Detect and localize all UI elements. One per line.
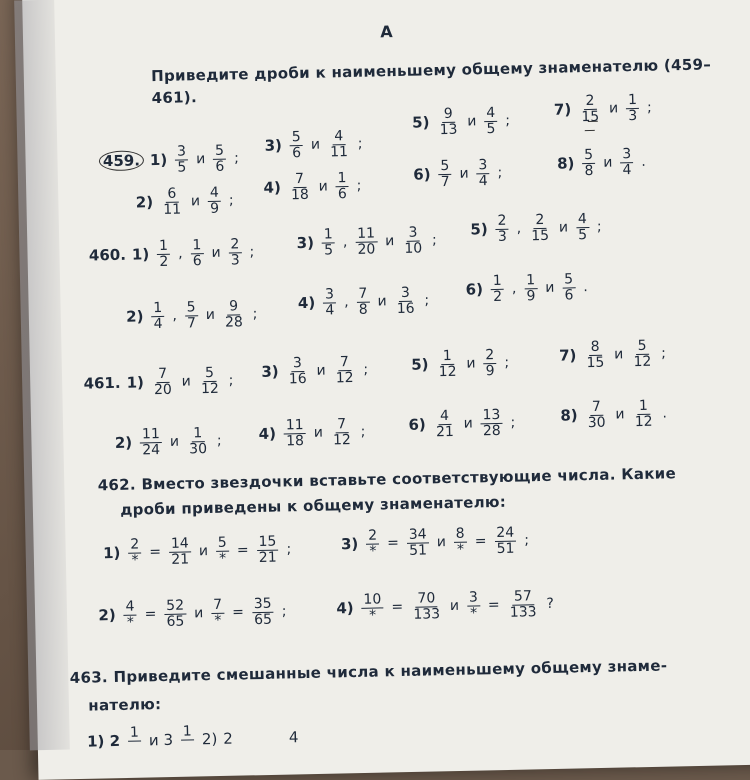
fraction-right: $\frac{70}{133}$ — [413, 590, 441, 623]
partial-separator: и 3 — [148, 731, 174, 750]
punctuation: ; — [360, 423, 366, 441]
punctuation: ; — [363, 361, 369, 378]
item-label: 1) — [149, 151, 168, 170]
fraction-right: $\frac{34}{51}$ — [408, 526, 428, 559]
pencil-scribble — [585, 121, 598, 131]
section-letter: A — [380, 22, 393, 42]
punctuation: ; — [216, 432, 222, 450]
ex461-item — [261, 355, 368, 388]
fraction-right: $\frac{52}{65}$ — [166, 597, 185, 630]
fraction-a: $\frac{3}{16}$ — [288, 355, 307, 388]
fraction-c: $\frac{9}{28}$ — [224, 298, 244, 331]
conjunction: и — [385, 233, 395, 250]
ex459-item — [99, 143, 240, 176]
fraction-b: $\frac{7}{12}$ — [332, 416, 352, 449]
fraction-left: $\frac{2}{*}$ — [128, 537, 142, 568]
comma: , — [343, 294, 349, 311]
fraction-b: $\frac{7}{8}$ — [358, 285, 368, 318]
partial-item-1: 1) 2 — [86, 732, 121, 751]
ex459-item — [412, 106, 510, 138]
partial-fraction-2: 1 — [181, 724, 195, 755]
punctuation: ; — [424, 292, 430, 309]
conjunction: и — [545, 279, 555, 297]
punctuation: ; — [252, 306, 258, 323]
item-label: 6) — [408, 415, 427, 435]
conjunction: и — [316, 362, 326, 379]
item-label: 1) — [126, 373, 145, 392]
item-label: 2) — [98, 606, 116, 625]
exercise-462-line-2: дроби приведены к общему знаменателю: — [120, 492, 507, 519]
exercise-463-line-1 — [70, 656, 668, 687]
comma: , — [177, 245, 183, 262]
ex461-item — [411, 348, 509, 380]
punctuation: ; — [505, 112, 511, 129]
item-label: 5) — [412, 113, 430, 132]
conjunction: и — [211, 244, 221, 262]
item-label: 6) — [465, 280, 484, 299]
punctuation: ; — [281, 603, 287, 620]
exercise-462-text-1: Вместо звездочки вставьте соответствующие числа. Какие — [141, 464, 677, 494]
fraction-left: $\frac{5}{*}$ — [216, 536, 230, 567]
conjunction: и — [467, 113, 477, 130]
conjunction: и — [310, 136, 321, 153]
fraction-b: $\frac{4}{11}$ — [329, 128, 349, 161]
item-label: 4) — [263, 178, 282, 197]
fraction-c: $\frac{3}{16}$ — [396, 284, 415, 317]
fraction-a: $\frac{2}{3}$ — [497, 212, 507, 245]
ex460-item — [126, 299, 258, 332]
fraction-right: $\frac{14}{21}$ — [170, 535, 190, 568]
ex462-item: 4) $\frac{10}{*}$ = $\frac{70}{133}$ и $\frac{3}{*}$ = $\frac{57}{133}$ ? — [336, 588, 555, 624]
conjunction: и — [318, 178, 328, 195]
fraction-a: $\frac{1}{2}$ — [492, 272, 503, 305]
fraction-b: $\frac{5}{12}$ — [200, 364, 219, 397]
fraction-a: $\frac{3}{4}$ — [324, 286, 335, 319]
item-label: 8) — [560, 406, 578, 425]
fraction-a: $\frac{11}{24}$ — [141, 426, 161, 459]
conjunction: и — [614, 346, 624, 363]
fraction-b: $\frac{1}{6}$ — [337, 170, 347, 202]
fraction-a: $\frac{5}{7}$ — [440, 157, 450, 190]
punctuation: ; — [357, 135, 363, 153]
ex459-item — [554, 93, 652, 125]
ex460-item — [296, 225, 437, 258]
item-label: 3) — [340, 535, 359, 554]
punctuation: ; — [596, 218, 602, 236]
item-label: 7) — [558, 346, 577, 365]
punctuation: . — [583, 279, 588, 296]
fraction-a: $\frac{11}{18}$ — [285, 417, 305, 450]
exercise-463-line-2: нателю: — [88, 695, 162, 715]
ex461-item — [83, 365, 233, 399]
item-label: 8) — [556, 154, 575, 173]
fraction-left: $\frac{4}{*}$ — [123, 600, 137, 631]
ex460-item — [89, 237, 255, 271]
fraction-a: $\frac{1}{5}$ — [323, 226, 334, 259]
ex461-item — [560, 398, 667, 431]
comma: , — [516, 220, 522, 237]
conjunction: и — [459, 165, 469, 182]
exercise-462-line-1 — [98, 464, 677, 494]
comma: , — [511, 280, 517, 297]
partial-fraction-1: 1 — [128, 726, 142, 757]
item-label: 7) — [553, 100, 572, 119]
fraction-left: $\frac{7}{*}$ — [211, 598, 225, 629]
fraction-b: $\frac{3}{4}$ — [478, 157, 488, 189]
punctuation: ; — [431, 232, 437, 249]
punctuation: ; — [356, 177, 362, 195]
fraction-a: $\frac{7}{30}$ — [587, 398, 606, 431]
item-label: 2) — [135, 193, 154, 212]
conjunction: и — [466, 355, 476, 372]
item-label: 3) — [264, 136, 283, 155]
punctuation: . — [641, 153, 646, 171]
punctuation: ; — [249, 244, 255, 261]
exercise-462-number: 462. — [97, 475, 137, 495]
comma: , — [342, 234, 348, 251]
fraction-b: $\frac{1}{6}$ — [192, 237, 202, 269]
ex459-item — [263, 171, 361, 203]
ex461-item — [408, 408, 515, 441]
fraction-b: $\frac{2}{9}$ — [485, 347, 495, 379]
punctuation: ; — [228, 372, 234, 389]
conjunction: и — [463, 415, 473, 432]
fraction-a: $\frac{2}{15}$ — [581, 92, 600, 125]
fraction-b: $\frac{1}{12}$ — [634, 397, 653, 430]
item-label: 1) — [102, 544, 121, 563]
punctuation: ; — [510, 414, 516, 431]
fraction-c: $\frac{2}{3}$ — [230, 236, 240, 269]
exercise-463-number: 463. — [69, 668, 109, 687]
intro-line-2: 461). — [151, 88, 198, 108]
item-label: 3) — [261, 362, 279, 382]
fraction-b: $\frac{3}{4}$ — [622, 146, 632, 178]
exercise-number: 460. — [88, 245, 127, 265]
ex460-item — [465, 272, 588, 305]
partial-value-2: 4 — [288, 728, 299, 747]
fraction-left: $\frac{8}{*}$ — [454, 527, 468, 558]
punctuation: ; — [286, 541, 292, 558]
fraction-c: $\frac{5}{6}$ — [564, 271, 574, 304]
ex460-item — [470, 212, 602, 245]
fraction-a: $\frac{1}{4}$ — [153, 299, 163, 332]
fraction-a: $\frac{1}{2}$ — [158, 237, 169, 270]
conjunction: и — [377, 293, 387, 310]
fraction-b: $\frac{4}{5}$ — [486, 104, 496, 137]
fraction-b: $\frac{1}{3}$ — [627, 91, 638, 124]
fraction-a: $\frac{5}{6}$ — [291, 129, 302, 161]
item-label: 4) — [258, 424, 277, 444]
ex460-item — [298, 285, 430, 318]
ex461-item — [559, 338, 666, 371]
item-label: 1) — [131, 245, 150, 264]
fraction-b: $\frac{1}{30}$ — [189, 425, 208, 458]
ex462-item: 1) $\frac{2}{*}$ = $\frac{14}{21}$ и $\frac{5}{*}$ = $\frac{15}{21}$ ; — [102, 533, 292, 569]
item-label: 3) — [296, 233, 315, 253]
fraction-a: $\frac{4}{21}$ — [435, 407, 454, 440]
conjunction: и — [603, 154, 613, 171]
fraction-a: $\frac{6}{11}$ — [163, 185, 182, 218]
exercise-463-partial-line — [87, 722, 299, 757]
fraction-b: $\frac{5}{7}$ — [186, 299, 197, 332]
ex459-item — [135, 185, 233, 217]
partial-item-2: 2) — [201, 730, 218, 749]
punctuation: ; — [660, 345, 667, 362]
punctuation: ; — [228, 192, 234, 209]
fraction-right: $\frac{35}{65}$ — [253, 595, 273, 628]
punctuation: ; — [497, 164, 503, 182]
fraction-a: $\frac{7}{20}$ — [153, 365, 173, 398]
conjunction: и — [190, 193, 201, 210]
conjunction: и — [195, 151, 206, 168]
item-label: 4) — [297, 293, 316, 313]
punctuation: ; — [504, 354, 510, 371]
fraction-a: $\frac{9}{13}$ — [439, 105, 458, 138]
fraction-b: $\frac{5}{6}$ — [214, 142, 225, 175]
punctuation: . — [662, 405, 668, 422]
conjunction: и — [313, 424, 324, 441]
ex461-item — [115, 426, 222, 459]
punctuation: ; — [524, 532, 530, 549]
fraction-right: $\frac{15}{21}$ — [258, 533, 277, 566]
exercise-463-text-1: Приведите смешанные числа к наименьшему общему знаме- — [113, 656, 668, 687]
ex459-item — [413, 158, 503, 190]
item-label: 2) — [126, 307, 144, 326]
comma: , — [172, 307, 178, 324]
conjunction: и — [181, 373, 191, 390]
fraction-b: $\frac{4}{9}$ — [209, 184, 220, 217]
fraction-a: $\frac{5}{8}$ — [584, 146, 594, 179]
fraction-left: $\frac{3}{*}$ — [467, 590, 481, 621]
item-label: 5) — [411, 355, 429, 374]
punctuation: ; — [646, 99, 652, 116]
item-label: 5) — [470, 220, 488, 239]
ex459-item — [557, 147, 646, 179]
fraction-left: $\frac{2}{*}$ — [366, 528, 380, 559]
fraction-left: $\frac{10}{*}$ — [361, 592, 383, 623]
conjunction: и — [205, 307, 216, 324]
fraction-a: $\frac{8}{15}$ — [586, 338, 605, 371]
punctuation: ? — [546, 596, 555, 613]
item-label: 2) — [114, 433, 133, 453]
fraction-right: $\frac{24}{51}$ — [496, 524, 515, 557]
conjunction: и — [608, 100, 619, 117]
conjunction: и — [436, 534, 447, 551]
fraction-b: $\frac{1}{9}$ — [526, 272, 536, 305]
exercise-number: 459. — [99, 150, 144, 171]
fraction-b: $\frac{5}{12}$ — [633, 337, 652, 370]
item-label: 6) — [413, 165, 431, 184]
fraction-b: $\frac{2}{15}$ — [531, 211, 550, 244]
fraction-a: $\frac{3}{5}$ — [176, 143, 187, 176]
ex462-item: 3) $\frac{2}{*}$ = $\frac{34}{51}$ и $\frac{8}{*}$ = $\frac{24}{51}$ ; — [340, 524, 530, 560]
fraction-b: $\frac{7}{12}$ — [335, 354, 354, 387]
fraction-c: $\frac{3}{10}$ — [404, 224, 423, 257]
punctuation: ; — [234, 150, 240, 167]
conjunction: и — [449, 597, 460, 615]
fraction-b: $\frac{13}{28}$ — [482, 406, 501, 439]
conjunction: и — [198, 543, 209, 560]
conjunction: и — [615, 406, 625, 423]
exercise-number: 461. — [83, 374, 121, 393]
ex459-item — [264, 129, 362, 161]
intro-line-1: Приведите дроби к наименьшему общему знаменателю (459– — [150, 55, 712, 86]
fraction-a: $\frac{1}{12}$ — [438, 347, 457, 380]
fraction-b: $\frac{11}{20}$ — [357, 225, 376, 258]
ex461-item — [258, 417, 365, 450]
fraction-c: $\frac{4}{5}$ — [577, 211, 588, 243]
item-label: 4) — [336, 599, 354, 618]
ex462-item: 2) $\frac{4}{*}$ = $\frac{52}{65}$ и $\frac{7}{*}$ = $\frac{35}{65}$ ; — [98, 595, 287, 631]
conjunction: и — [558, 219, 569, 236]
conjunction: и — [194, 605, 204, 622]
fraction-right: $\frac{57}{133}$ — [509, 588, 537, 621]
partial-value-1: 2 — [223, 729, 234, 748]
conjunction: и — [169, 433, 180, 451]
fraction-a: $\frac{7}{18}$ — [290, 170, 309, 203]
